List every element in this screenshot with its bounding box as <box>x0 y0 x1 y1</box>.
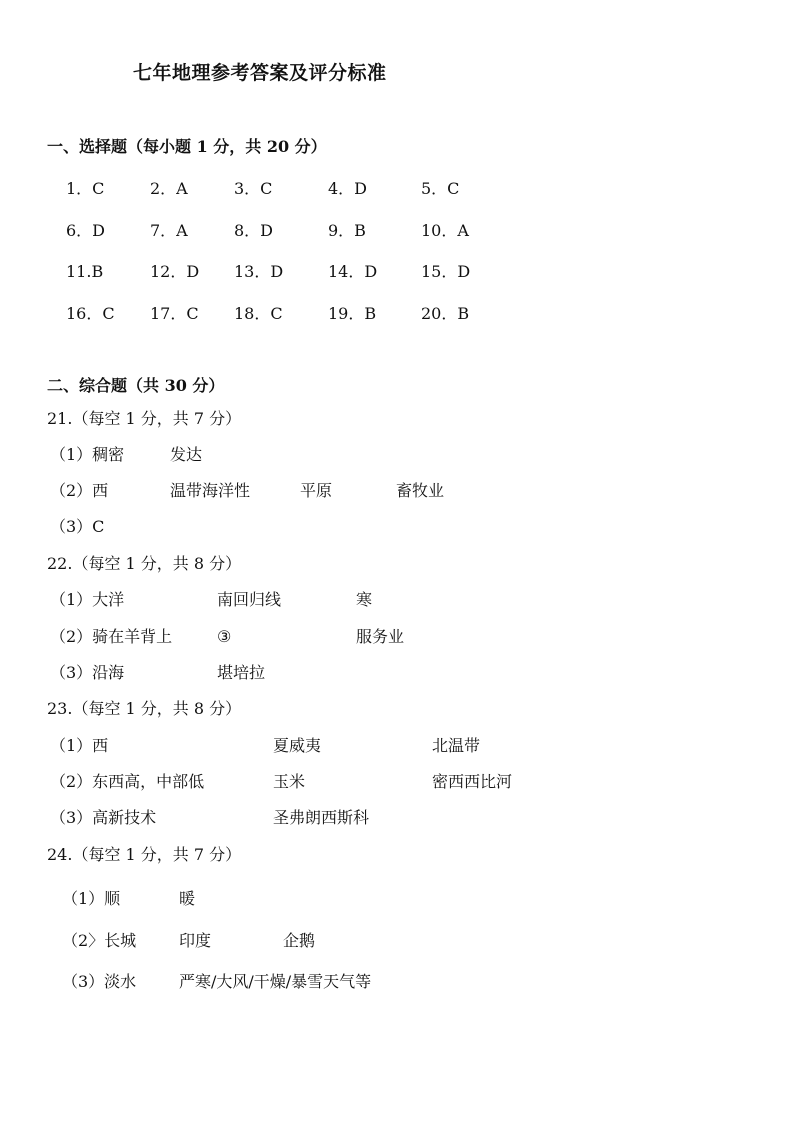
answer-6: 6．D <box>66 221 106 240</box>
q24-answer: （3）淡水 <box>62 972 137 991</box>
answer-1: 1．C <box>66 179 105 198</box>
answer-13: 13．D <box>234 262 284 281</box>
section-1-heading: 一、选择题（每小题 1 分，共 20 分） <box>47 137 327 156</box>
question-21-label: 21.（每空 1 分，共 7 分） <box>47 409 242 428</box>
answer-8: 8．D <box>234 221 274 240</box>
q22-answer: （3）沿海 <box>50 663 125 682</box>
q21-answer: 温带海洋性 <box>170 481 251 500</box>
answer-18: 18．C <box>234 304 283 323</box>
section-2-heading: 二、综合题（共 30 分） <box>47 376 225 395</box>
q21-answer: 发达 <box>170 445 203 464</box>
q22-answer: 南回归线 <box>217 590 282 609</box>
q24-answer: 企鹅 <box>283 931 316 950</box>
answer-2: 2．A <box>150 179 188 198</box>
q24-answer: （1）顺 <box>62 889 121 908</box>
answer-20: 20．B <box>421 304 470 323</box>
answer-14: 14．D <box>328 262 378 281</box>
q22-answer: 寒 <box>356 590 373 609</box>
q21-answer: （2）西 <box>50 481 109 500</box>
q23-answer: （1）西 <box>50 736 109 755</box>
q21-answer: （3）C <box>50 517 105 536</box>
q23-answer: （2）东西高，中部低 <box>50 772 205 791</box>
answer-19: 19．B <box>328 304 377 323</box>
answer-12: 12．D <box>150 262 200 281</box>
answer-7: 7．A <box>150 221 188 240</box>
answer-4: 4．D <box>328 179 368 198</box>
q24-answer: 严寒/大风/干燥/暴雪天气等 <box>179 972 372 991</box>
q24-answer: （2〉长城 <box>62 931 137 950</box>
q23-answer: 圣弗朗西斯科 <box>273 808 370 827</box>
answer-9: 9．B <box>328 221 366 240</box>
q21-answer: 畜牧业 <box>396 481 445 500</box>
answer-15: 15．D <box>421 262 471 281</box>
q23-answer: 北温带 <box>432 736 481 755</box>
q23-answer: （3）高新技术 <box>50 808 157 827</box>
q21-answer: 平原 <box>300 481 333 500</box>
q22-answer: （2）骑在羊背上 <box>50 627 173 646</box>
answer-5: 5．C <box>421 179 460 198</box>
answer-16: 16．C <box>66 304 115 323</box>
answer-17: 17．C <box>150 304 199 323</box>
question-23-label: 23.（每空 1 分，共 8 分） <box>47 699 242 718</box>
q22-answer: 服务业 <box>356 627 405 646</box>
q22-answer: （1）大洋 <box>50 590 125 609</box>
page-title: 七年地理参考答案及评分标准 <box>133 62 387 84</box>
q24-answer: 印度 <box>179 931 212 950</box>
q24-answer: 暖 <box>179 889 196 908</box>
answer-10: 10．A <box>421 221 469 240</box>
question-22-label: 22.（每空 1 分，共 8 分） <box>47 554 242 573</box>
q23-answer: 玉米 <box>273 772 306 791</box>
answer-3: 3．C <box>234 179 273 198</box>
q22-answer: 堪培拉 <box>217 663 266 682</box>
q21-answer: （1）稠密 <box>50 445 125 464</box>
q22-answer: ③ <box>217 627 232 646</box>
q23-answer: 密西西比河 <box>432 772 513 791</box>
q23-answer: 夏威夷 <box>273 736 322 755</box>
question-24-label: 24.（每空 1 分，共 7 分） <box>47 845 242 864</box>
answer-11: 11.B <box>66 262 104 281</box>
